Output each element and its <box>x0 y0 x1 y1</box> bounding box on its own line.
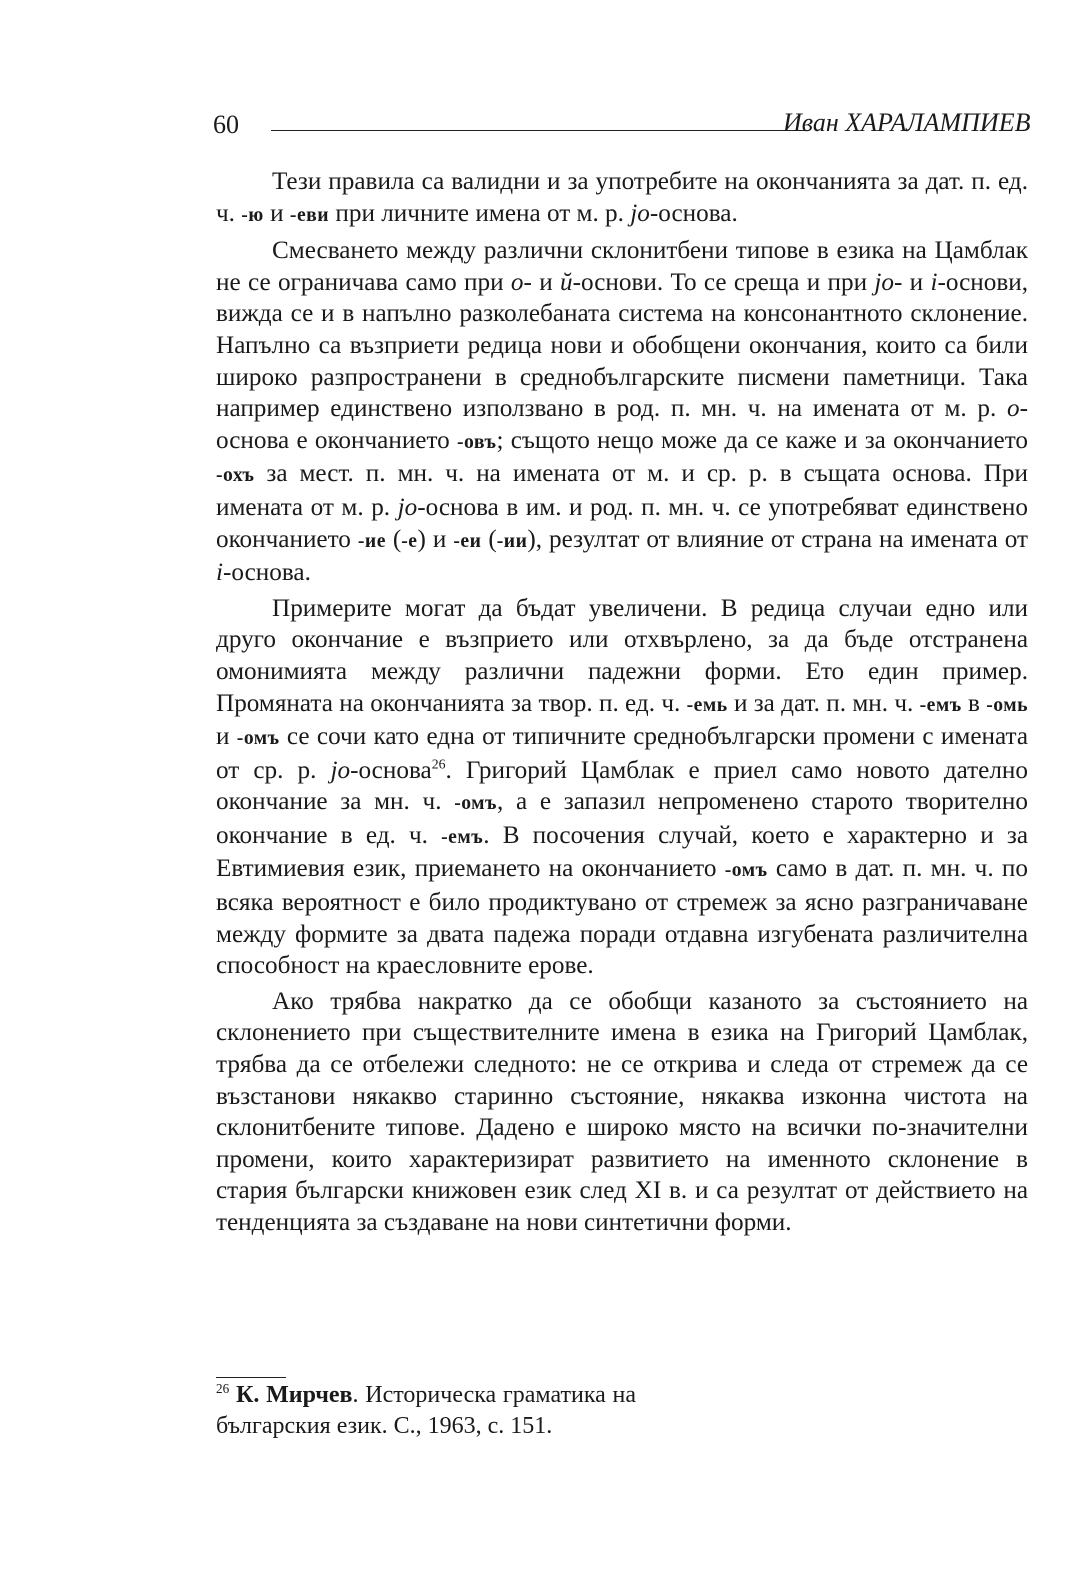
slavonic-ending: -е <box>401 529 418 552</box>
text-run: - и <box>523 268 561 296</box>
text-run: ), резултат от влияние от страна на имената от <box>527 525 1028 553</box>
slavonic-ending: -охъ <box>216 464 255 487</box>
italic-term: jo <box>874 268 894 296</box>
paragraph-4: Ако трябва накратко да се обобщи казаното за състоянието на склонението при съществителните имена в езика на Григорий Цамблак, трябва да се отбележи следното: не се открива и следа от стремеж да се възстанови някакво старинно състояние, някаква изконна чистота на склонитбените типове. Дадено е широко място на всички по-значителни промени, които характеризират развитието на именното склонение в стария български книжовен език след XI в. и са резултат от действието на тенденцията за създаване на нови синтетични форми. <box>216 987 1028 1236</box>
slavonic-ending: -омь <box>986 693 1028 716</box>
body-text <box>216 166 1028 1243</box>
paragraph-1 <box>216 166 1028 231</box>
text-run: ) и <box>417 525 454 553</box>
text-run: . В посочения случай, което е характерно и за Евтимиевия език, приемането на окончанието <box>216 821 1028 883</box>
italic-term: о <box>510 268 524 296</box>
footnote-number: 26 <box>216 1381 230 1396</box>
slavonic-ending: -ие <box>357 529 386 552</box>
footnote-reference[interactable]: 26 <box>431 756 446 772</box>
italic-term: jo <box>397 493 418 521</box>
text-run: при личните имена от м. р. <box>329 199 631 227</box>
text-run: -основа. <box>649 199 738 227</box>
text-run: Примерите могат да бъдат увеличени. В редица случаи едно или друго окончание е възприето или отхвърлено, за да бъде отстранена омонимията между различни падежни форми. Ето един пример. Промяната на окончанията за твор. п. ед. ч. <box>216 594 1028 717</box>
text-run: - и <box>893 268 931 296</box>
text-run: Смесването между различни склонитбени типове в езика на Цамблак не се ограничава само при <box>216 237 1028 296</box>
paragraph-3 <box>216 593 1028 982</box>
text-run: в <box>961 689 987 717</box>
text-run: -основа <box>350 756 432 784</box>
italic-term: ŭ <box>560 268 573 296</box>
page-header <box>213 104 1033 144</box>
slavonic-ending: -ии <box>496 529 528 552</box>
italic-term: о <box>1007 395 1020 423</box>
text-run: -основи. То се среща и при <box>572 268 875 296</box>
header-rule <box>271 130 807 131</box>
italic-term: jo <box>330 756 351 784</box>
italic-term: i <box>216 559 223 587</box>
text-run: -основа е окончанието <box>216 395 1028 454</box>
running-title: Иван ХАРАЛАМПИЕВ <box>783 108 1031 137</box>
paragraph-2 <box>216 235 1028 589</box>
footnote-text: . Историческа граматика на българския език. С., 1963, с. 151. <box>216 1382 637 1439</box>
text-run: ( <box>481 525 497 553</box>
text-run: -основи, вижда се и в напълно разколебаната система на консонантното склонение. Напълно са възприети редица нови и обобщени окончания, които са били широко разпространени в среднобългарските писмени паметници. Така например единствено използвано в род. п. мн. ч. на имената от м. р. <box>216 268 1029 423</box>
text-run: Тези правила са валидни и за употребите на окончанията за дат. п. ед. ч. <box>216 168 1028 227</box>
text-run: само в дат. п. мн. ч. по всяка вероятност е било продиктувано от стремеж за ясно разграничаване между формите за двата падежа поради отдавна изгубената различителна способност на краесловните ерове. <box>216 855 1028 980</box>
footnote-rule <box>216 1377 286 1378</box>
footnote-author: К. Мирчев <box>235 1382 353 1408</box>
slavonic-ending: -еи <box>453 529 482 552</box>
text-run: , а е запазил непроменено старото творително окончание в ед. ч. <box>216 788 1028 849</box>
text-run: и за дат. п. мн. ч. <box>727 689 920 717</box>
text-run: . Григорий Цамблак е приел само новото дателно окончание за мн. ч. <box>216 756 1028 816</box>
slavonic-ending: -емъ <box>441 825 484 848</box>
slavonic-ending: -емь <box>686 693 728 716</box>
footnote <box>216 1380 636 1442</box>
slavonic-ending: -омъ <box>454 792 498 815</box>
italic-term: jo <box>630 199 650 227</box>
slavonic-ending: -еви <box>289 203 330 226</box>
slavonic-ending: -овъ <box>457 430 497 453</box>
text-run: за мест. п. мн. ч. на имената от м. и ср. р. в същата основа. При имената от м. р. <box>216 460 1028 521</box>
slavonic-ending: -ю <box>241 203 264 226</box>
slavonic-ending: -емъ <box>919 693 962 716</box>
page-number: 60 <box>213 110 239 139</box>
text-run: -основа в им. и род. п. мн. ч. се употребяват единствено окончанието <box>216 493 1028 553</box>
italic-term: i <box>930 268 938 296</box>
text-run: и <box>263 199 290 227</box>
text-run: ; същото нещо може да се каже и за окончанието <box>496 426 1028 454</box>
slavonic-ending: -омъ <box>236 727 280 750</box>
text-run: ( <box>385 525 402 553</box>
slavonic-ending: -омъ <box>724 859 768 882</box>
text-run: се сочи като една от типичните среднобългарски промени с имената от ср. р. <box>216 723 1028 784</box>
text-run: и <box>216 723 237 751</box>
text-run: -основа. <box>223 559 311 587</box>
